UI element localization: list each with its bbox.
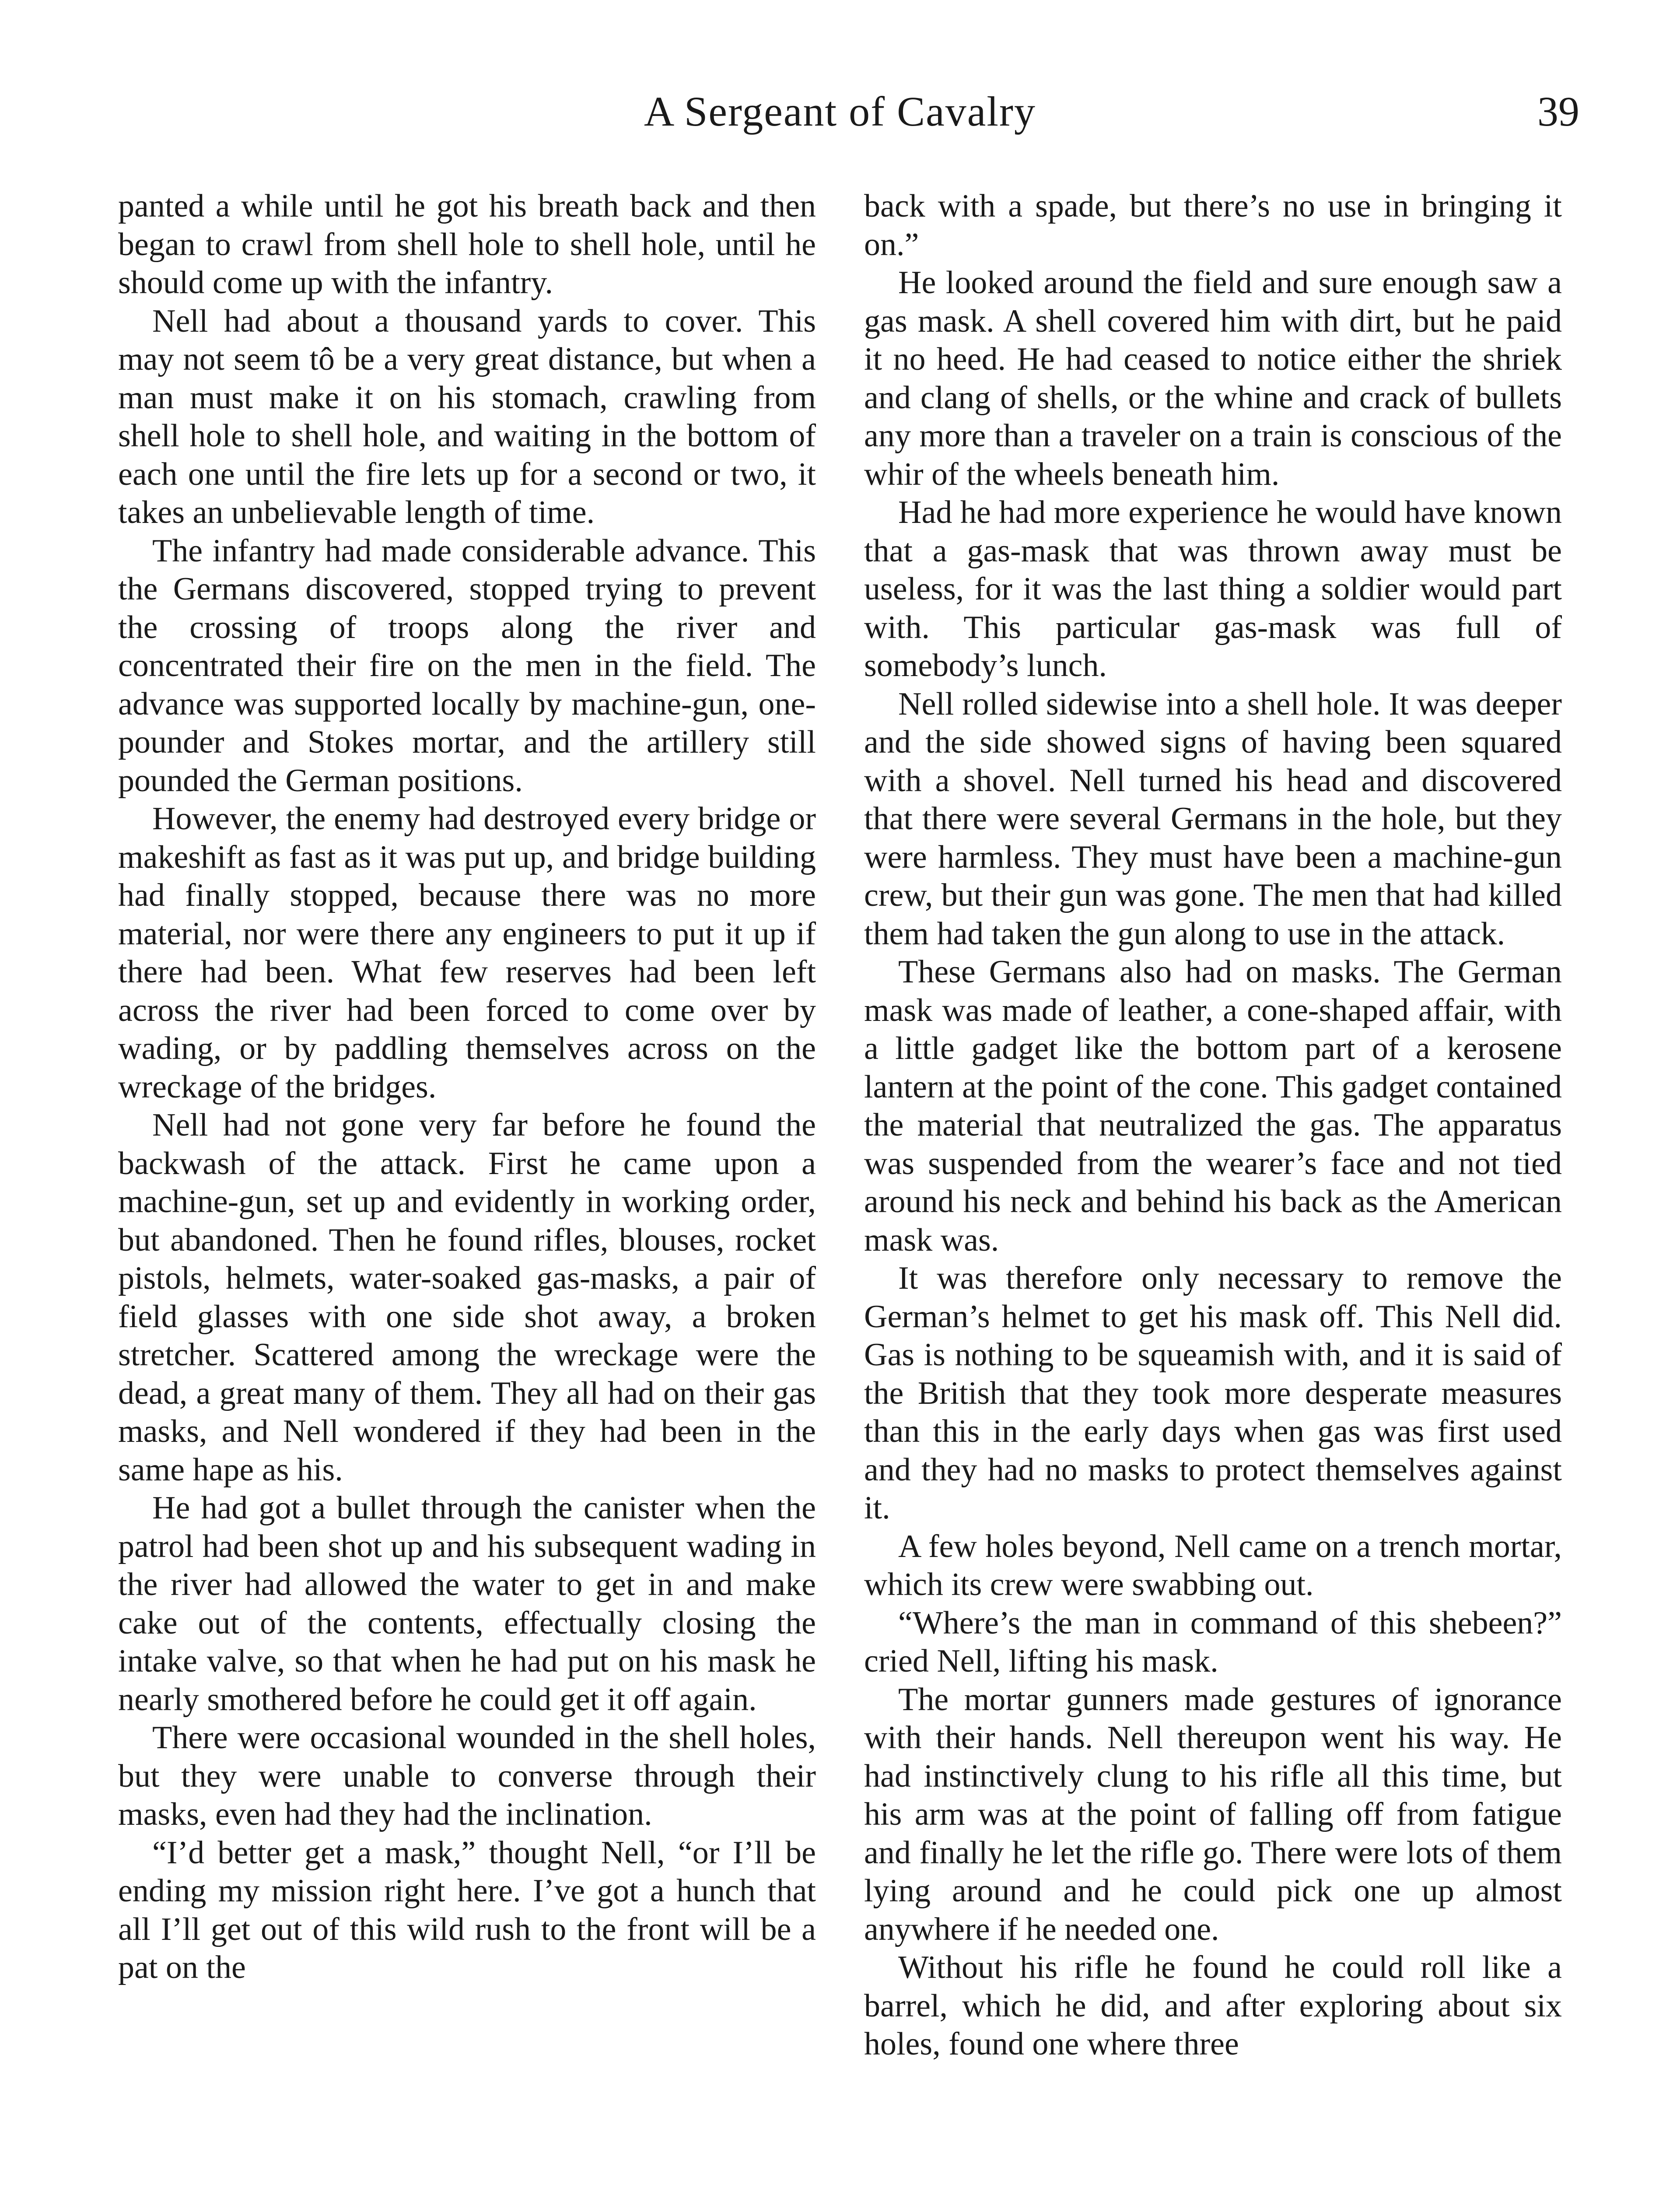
paragraph: Nell had about a thousand yards to cover. This may not seem tô be a very great distance, but when a man must make it on his stomach, crawling from shell hole to shell hole, and waiting in the bottom of each one until the fire lets up for a second or two, it takes an unbelievable length of time.	[118, 303, 816, 530]
paragraph: He looked around the field and sure enough saw a gas mask. A shell covered him with dirt, but he paid it no heed. He had ceased to notice either the shriek and clang of shells, or the whine and crack of bullets any more than a traveler on a train is conscious of the whir of the wheels beneath him.	[864, 265, 1562, 492]
paragraph: It was therefore only necessary to remove the German’s helmet to get his mask off. This Nell did. Gas is nothing to be squeamish with, and it is said of the British that they took more desperate measures than this in the early days when gas was first used and they had no masks to protect themselves against it.	[864, 1260, 1562, 1526]
paragraph: Nell had not gone very far before he found the backwash of the attack. First he came upon a machine-gun, set up and evidently in working order, but abandoned. Then he found rifles, blouses, rocket pistols, helmets, water-soaked gas-masks, a pair of field glasses with one side shot away, a broken stretcher. Scattered among the wreckage were the dead, a great many of them. They all had on their gas masks, and Nell wondered if they had been in the same hape as his.	[118, 1107, 816, 1488]
running-title: A Sergeant of Cavalry	[644, 88, 1036, 135]
paragraph: There were occasional wounded in the shell holes, but they were unable to converse through their masks, even had they had the inclination.	[118, 1720, 816, 1832]
left-column	[118, 187, 816, 1987]
paragraph: back with a spade, but there’s no use in bringing it on.”	[864, 188, 1562, 263]
paragraph: He had got a bullet through the canister when the patrol had been shot up and his subsequent wading in the river had allowed the water to get in and make cake out of the contents, effectually closing the intake valve, so that when he had put on his mask he nearly smothered before he could get it off again.	[118, 1490, 816, 1718]
right-column	[864, 187, 1562, 2064]
paragraph: However, the enemy had destroyed every bridge or makeshift as fast as it was put up, and bridge building had finally stopped, because there was no more material, nor were there any engineers to put it up if there had been. What few reserves had been left across the river had been forced to come over by wading, or by paddling themselves across on the wreckage of the bridges.	[118, 801, 816, 1105]
paragraph: The infantry had made considerable advance. This the Germans discovered, stopped trying to prevent the crossing of troops along the river and concentrated their fire on the men in the field. The advance was supported locally by machine-gun, one-pounder and Stokes mortar, and the artillery still pounded the German positions.	[118, 533, 816, 799]
paragraph: Nell rolled sidewise into a shell hole. It was deeper and the side showed signs of having been squared with a shovel. Nell turned his head and discovered that there were several Germans in the hole, but they were harmless. They must have been a machine-gun crew, but their gun was gone. The men that had killed them had taken the gun along to use in the attack.	[864, 686, 1562, 952]
paragraph: panted a while until he got his breath back and then began to crawl from shell hole to shell hole, until he should come up with the infantry.	[118, 188, 816, 301]
page-number: 39	[1537, 88, 1579, 135]
paragraph: “I’d better get a mask,” thought Nell, “or I’ll be ending my mission right here. I’ve got a hunch that all I’ll get out of this wild rush to the front will be a pat on the	[118, 1834, 816, 1985]
paragraph: These Germans also had on masks. The German mask was made of leather, a cone-shaped affair, with a little gadget like the bottom part of a kerosene lantern at the point of the cone. This gadget contained the material that neutralized the gas. The apparatus was suspended from the wearer’s face and not tied around his neck and behind his back as the American mask was.	[864, 954, 1562, 1258]
running-head	[0, 83, 1680, 140]
paragraph: Without his rifle he found he could roll like a barrel, which he did, and after exploring about six holes, found one where three	[864, 1950, 1562, 2062]
paragraph: “Where’s the man in command of this shebeen?” cried Nell, lifting his mask.	[864, 1605, 1562, 1679]
paragraph: A few holes beyond, Nell came on a trench mortar, which its crew were swabbing out.	[864, 1528, 1562, 1602]
paragraph: The mortar gunners made gestures of ignorance with their hands. Nell thereupon went his way. He had instinctively clung to his rifle all this time, but his arm was at the point of falling off from fatigue and finally he let the rifle go. There were lots of them lying around and he could pick one up almost anywhere if he needed one.	[864, 1681, 1562, 1947]
paragraph: Had he had more experience he would have known that a gas-mask that was thrown away must be useless, for it was the last thing a soldier would part with. This particular gas-mask was full of somebody’s lunch.	[864, 494, 1562, 684]
